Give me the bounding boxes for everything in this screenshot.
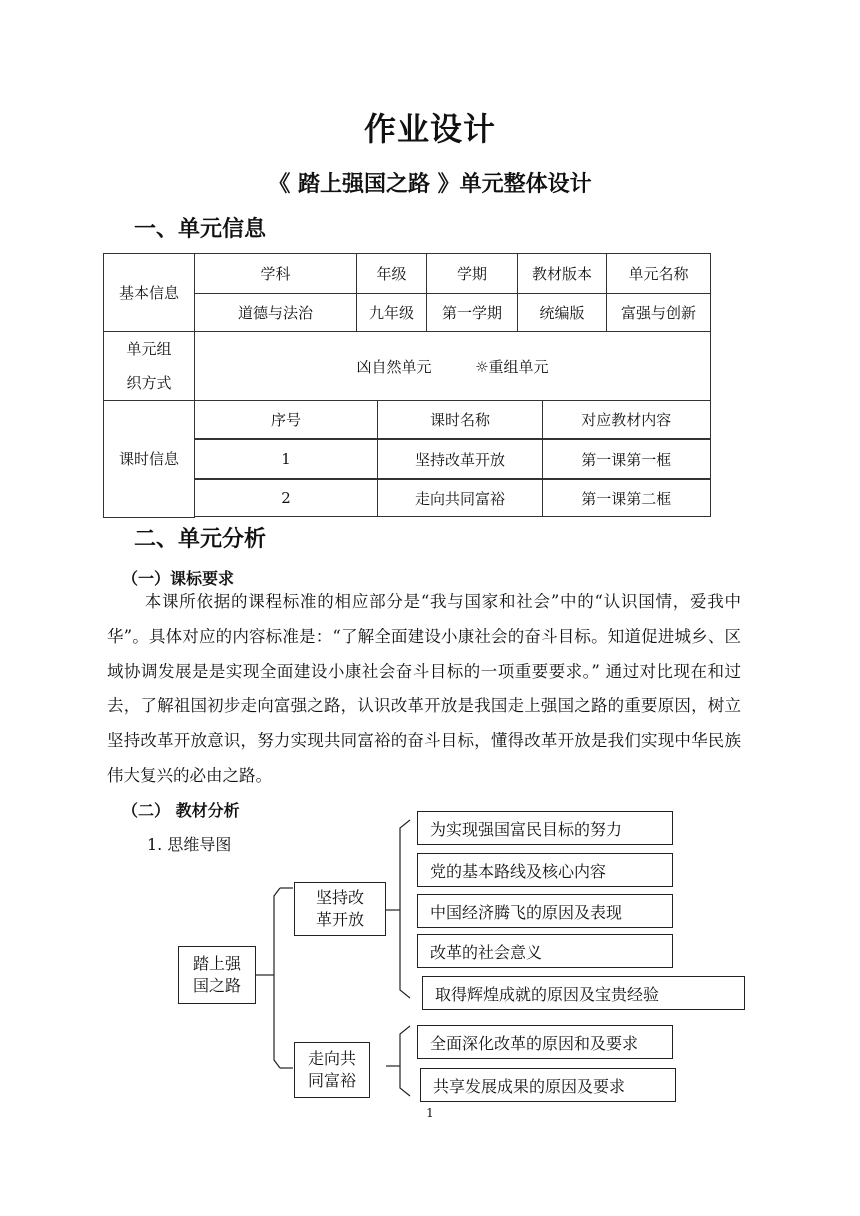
lesson-cell: 走向共同富裕 (378, 480, 543, 517)
natural-unit-option: 凶自然单元 (356, 357, 432, 376)
mindmap-branch-reform-line1: 坚持改 (315, 888, 364, 907)
mindmap-root-line2: 国之路 (192, 976, 241, 995)
curriculum-paragraph-text: 本课所依据的课程标准的相应部分是“我与国家和社会”中的“认识国情，爱我中华”。具体对应的内容标准是：“了解全面建设小康社会的奋斗目标。知道促进城乡、区域协调发展是是实现全面建设小康社会奋斗目标的一项重要要求。” 通过对比现在和过去，了解祖国初步走向富强之路，认识改革开放是我国走上强国之路的重要原因，树立坚持改革开放意识，努力实现共同富裕的奋斗目标，懂得改革开放是我们实现中华民族伟大复兴的必由之路。 (107, 592, 741, 785)
value-cell: 道德与法治 (195, 294, 357, 332)
header-cell: 学期 (427, 254, 518, 294)
mindmap-item: 取得辉煌成就的原因及宝贵经验 (422, 976, 745, 1010)
section-heading-unit-analysis: 二、单元分析 (134, 527, 267, 552)
value-cell: 九年级 (357, 294, 427, 332)
mindmap-item: 改革的社会意义 (417, 934, 673, 968)
subheading-textbook: （二） 教材分析 (122, 801, 240, 820)
lesson-header-cell: 对应教材内容 (543, 401, 711, 439)
mindmap-branch-prosperity-line2: 同富裕 (307, 1071, 356, 1090)
value-cell: 第一学期 (427, 294, 518, 332)
basic-info-label: 基本信息 (104, 254, 195, 332)
mindmap-branch-prosperity (294, 1042, 370, 1098)
mindmap-branch-reform-line2: 革开放 (315, 910, 364, 929)
mindmap-root (178, 946, 256, 1004)
mindmap-item: 共享发展成果的原因及要求 (420, 1068, 676, 1102)
regroup-unit-option: ☼重组单元 (475, 357, 549, 376)
lesson-header-cell: 序号 (195, 401, 378, 439)
lesson-info-label: 课时信息 (104, 401, 195, 518)
mindmap-item: 党的基本路线及核心内容 (417, 853, 673, 887)
lesson-cell: 坚持改革开放 (378, 440, 543, 479)
section-heading-unit-info: 一、单元信息 (134, 217, 267, 242)
mindmap-branch-prosperity-line1: 走向共 (307, 1049, 356, 1068)
lesson-cell: 第一课第二框 (543, 480, 711, 517)
doc-title: 作业设计 (363, 110, 496, 148)
mindmap-root-line1: 踏上强 (192, 954, 241, 973)
org-method-label-line2: 织方式 (126, 374, 172, 392)
header-cell: 学科 (195, 254, 357, 294)
lesson-cell: 2 (195, 480, 378, 517)
org-method-label-line1: 单元组 (126, 340, 172, 358)
doc-subtitle: 《 踏上强国之路 》单元整体设计 (268, 172, 592, 197)
lesson-cell: 第一课第一框 (543, 440, 711, 479)
header-cell: 单元名称 (607, 254, 711, 294)
mindmap-item: 全面深化改革的原因和及要求 (417, 1025, 673, 1059)
value-cell: 富强与创新 (607, 294, 711, 332)
lesson-header-cell: 课时名称 (378, 401, 543, 439)
lesson-cell: 1 (195, 440, 378, 479)
mindmap-item: 为实现强国富民目标的努力 (417, 811, 673, 845)
page-number: 1 (426, 1106, 434, 1120)
header-cell: 年级 (357, 254, 427, 294)
subheading-curriculum: （一）课标要求 (122, 569, 235, 588)
value-cell: 统编版 (518, 294, 607, 332)
mindmap-branch-reform (294, 882, 386, 936)
header-cell: 教材版本 (518, 254, 607, 294)
mindmap-item: 中国经济腾飞的原因及表现 (417, 894, 673, 928)
mindmap-label: 1. 思维导图 (147, 835, 232, 854)
